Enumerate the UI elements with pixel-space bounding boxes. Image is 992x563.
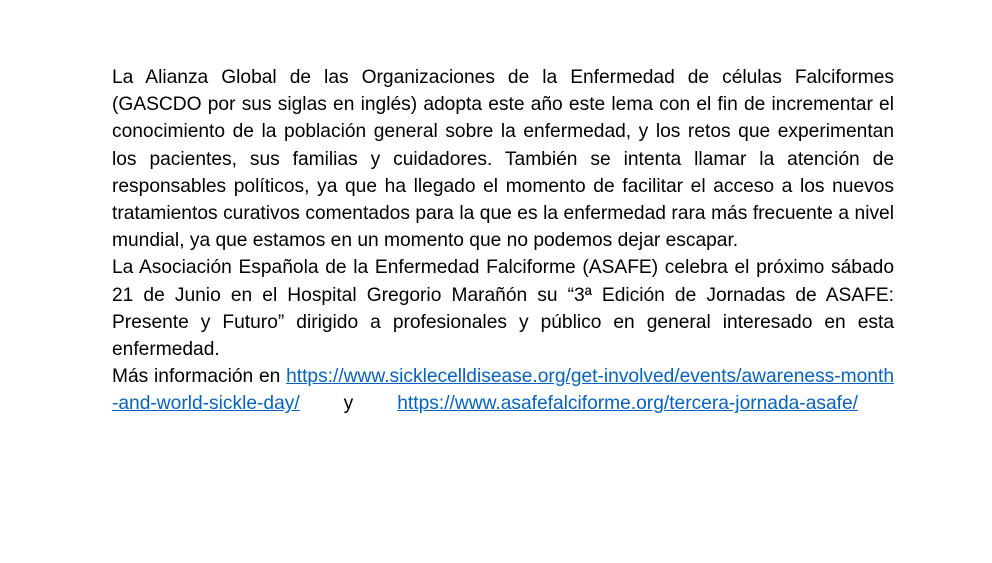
paragraph-asafe: La Asociación Española de la Enfermedad Falciforme (ASAFE) celebra el próximo sábado 21 de Junio en el Hospital Gregorio Marañón su “3ª Edición de Jornadas de ASAFE: Presente y Futuro” dirigido a profesionales y público en general interesado en esta enfermedad.	[112, 257, 894, 361]
more-info-label: Más información en	[112, 366, 281, 388]
paragraph-gascdo: La Alianza Global de las Organizaciones de la Enfermedad de células Falciformes (GASCDO por sus siglas en inglés) adopta este año este lema con el fin de incrementar el conocimiento de la población general sobre la enfermedad, y los retos que experimentan los pacientes, sus familias y cuidadores. También se intenta llamar la atención de responsables políticos, ya que ha llegado el momento de facilitar el acceso a los nuevos tratamientos curativos comentados para la que es la enfermedad rara más frecuente a nivel mundial, ya que estamos en un momento que no podemos dejar escapar.	[112, 67, 894, 252]
conjunction-text: y	[343, 393, 354, 415]
link-sicklecelldisease[interactable]: https://www.sicklecelldisease.org/get-involved/events/awareness-month-and-world-sickle-day/	[112, 366, 894, 415]
document-body	[112, 64, 894, 418]
paragraph-more-info	[112, 363, 894, 417]
link-asafefalciforme[interactable]: https://www.asafefalciforme.org/tercera-jornada-asafe/	[397, 393, 858, 415]
